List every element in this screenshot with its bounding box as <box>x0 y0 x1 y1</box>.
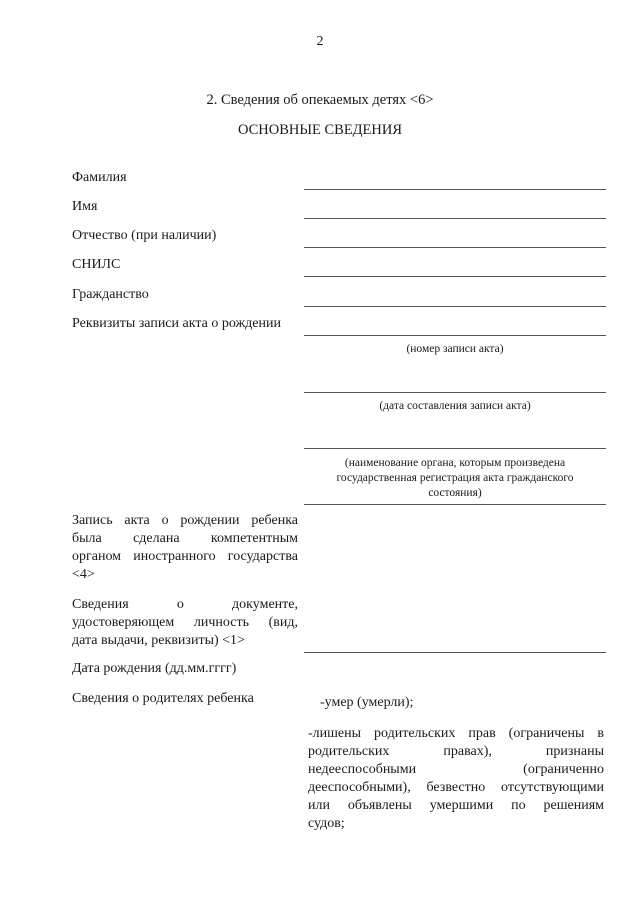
parents-option2-line6: судов; <box>308 816 345 831</box>
surname-label: Фамилия <box>72 170 127 185</box>
foreign-record-line1: Запись акта о рождении ребенка <box>72 513 298 528</box>
birth-record-label: Реквизиты записи акта о рождении <box>72 316 281 331</box>
patronymic-field[interactable] <box>304 247 606 248</box>
identity-doc-field[interactable] <box>304 652 606 653</box>
patronymic-label: Отчество (при наличии) <box>72 228 217 243</box>
identity-doc-line2: удостоверяющем личность (вид, <box>72 615 298 630</box>
name-field[interactable] <box>304 218 606 219</box>
main-heading: ОСНОВНЫЕ СВЕДЕНИЯ <box>237 122 403 138</box>
authority-caption-line1: (наименование органа, которым произведена <box>344 457 566 469</box>
page-number: 2 <box>316 34 324 49</box>
foreign-record-line2: была сделана компетентным <box>72 531 298 546</box>
parents-option2-line5: или объявлены умершими по решениям <box>308 798 604 813</box>
identity-doc-line1: Сведения о документе, <box>72 597 298 612</box>
citizenship-label: Гражданство <box>72 287 149 302</box>
authority-caption-rule <box>304 504 606 505</box>
name-label: Имя <box>72 199 98 214</box>
citizenship-field[interactable] <box>304 306 606 307</box>
section-title: 2. Сведения об опекаемых детях <6> <box>206 92 434 108</box>
foreign-record-line4: <4> <box>72 567 95 582</box>
snils-label: СНИЛС <box>72 257 121 272</box>
birth-date-label: Дата рождения (дд.мм.гггг) <box>72 661 237 676</box>
parents-option2-line4: дееспособными), безвестно отсутствующими <box>308 780 604 795</box>
parents-option2-line2: родительских правах), признаны <box>308 744 604 759</box>
parents-label: Сведения о родителях ребенка <box>72 691 254 706</box>
foreign-record-line3: органом иностранного государства <box>72 549 298 564</box>
parents-option-deceased: -умер (умерли); <box>320 695 414 710</box>
authority-caption-line3: состояния) <box>428 487 482 499</box>
snils-field[interactable] <box>304 276 606 277</box>
identity-doc-line3: дата выдачи, реквизиты) <1> <box>72 633 245 648</box>
parents-option2-line3: недееспособными (ограниченно <box>308 762 604 777</box>
authority-field[interactable] <box>304 448 606 449</box>
record-number-field[interactable] <box>304 335 606 336</box>
record-number-caption: (номер записи акта) <box>406 343 504 355</box>
parents-option2-line1: -лишены родительских прав (ограничены в <box>308 726 604 741</box>
authority-caption-line2: государственная регистрация акта гражданского <box>336 472 574 484</box>
record-date-caption: (дата составления записи акта) <box>379 400 531 412</box>
record-date-field[interactable] <box>304 392 606 393</box>
surname-field[interactable] <box>304 189 606 190</box>
